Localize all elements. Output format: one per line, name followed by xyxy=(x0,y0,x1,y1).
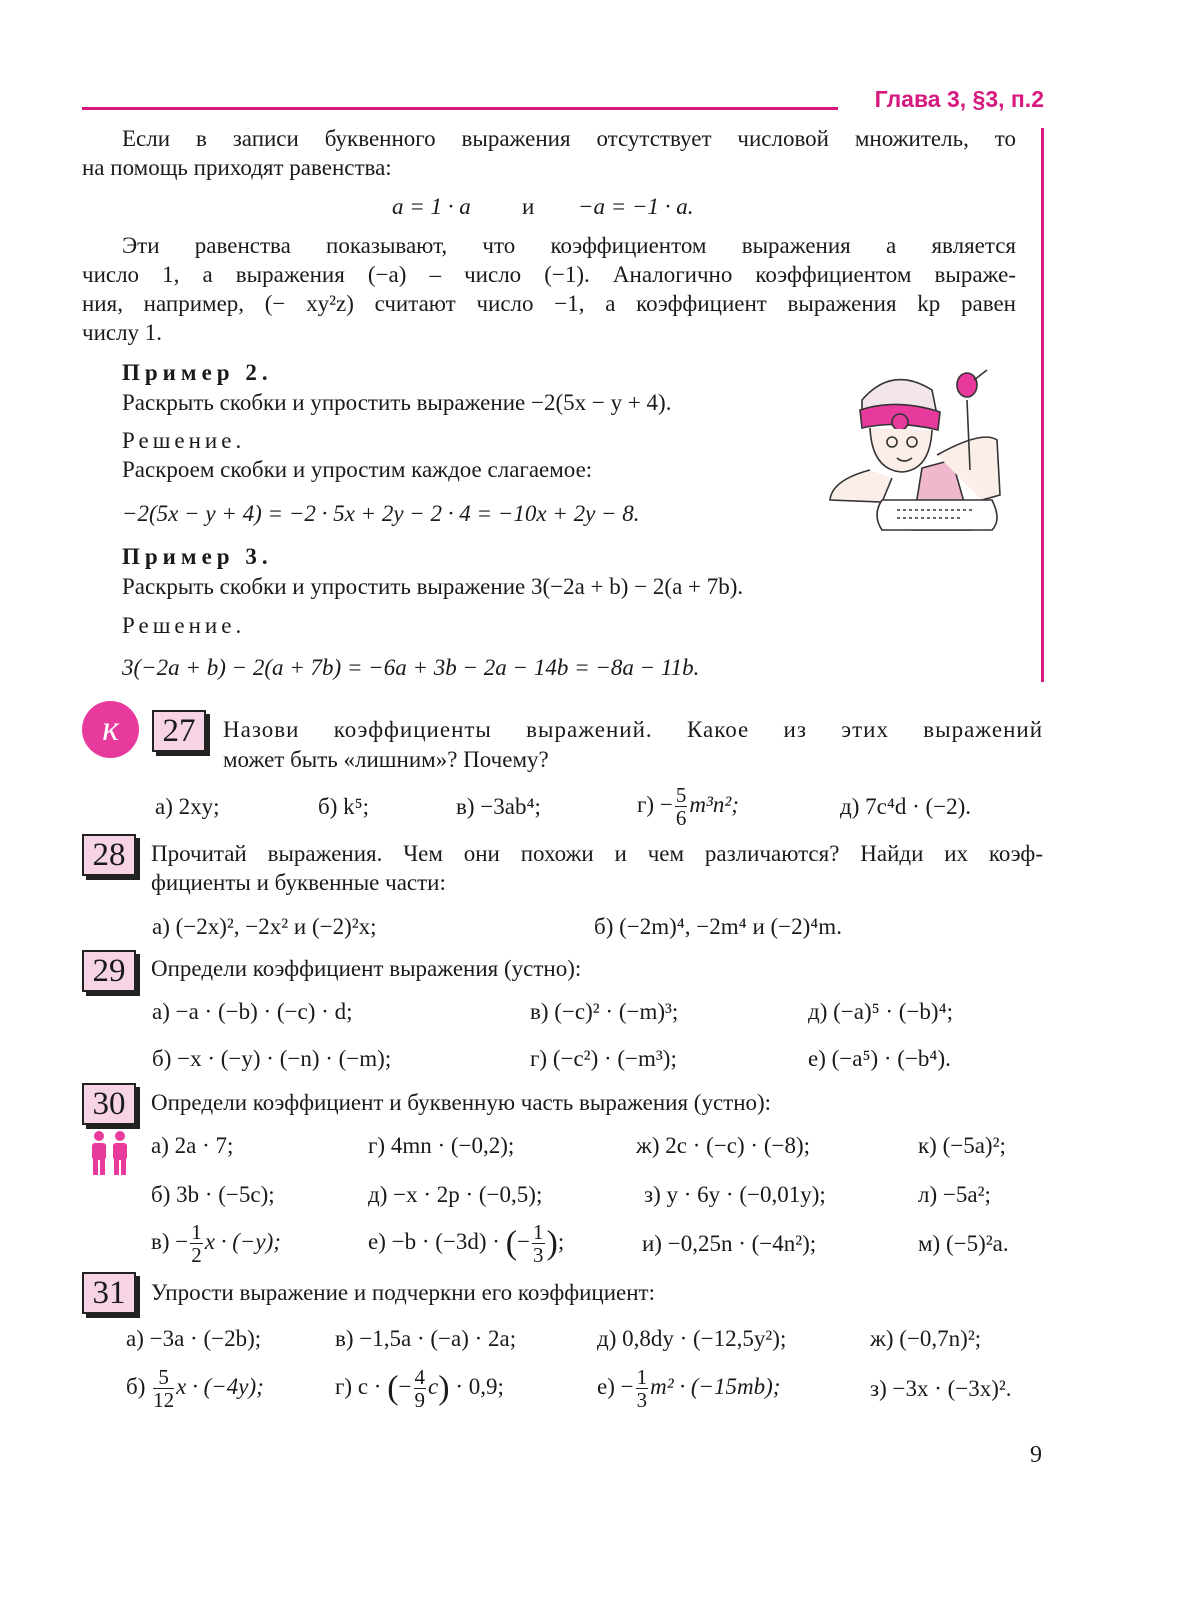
exercise-30-item: г) 4mn · (−0,2); xyxy=(368,1133,515,1158)
exercise-31-item: з) −3x · (−3x)². xyxy=(870,1376,1012,1401)
exercise-27-item: в) −3ab⁴; xyxy=(456,794,541,819)
example-3-solution-label: Решение. xyxy=(122,613,246,638)
item-suffix: · 0,9; xyxy=(449,1373,504,1399)
item-suffix: m³n²; xyxy=(689,791,739,817)
intro-line: ния, например, (− xy²z) считают число −1, а коэффициент выражения kp равен xyxy=(82,291,1016,316)
exercise-27-text: Назови коэффициенты выражений. Какое из этих выражений xyxy=(223,717,1043,742)
exercise-27-item: а) 2xy; xyxy=(155,794,220,819)
margin-rule xyxy=(1041,128,1044,682)
exercise-31-text: Упрости выражение и подчеркни его коэффициент: xyxy=(151,1280,655,1305)
exercise-31-item xyxy=(597,1366,780,1411)
exercise-28-text: фициенты и буквенные части: xyxy=(151,870,446,895)
item-prefix: г) c · xyxy=(335,1373,388,1399)
exercise-31-item xyxy=(126,1366,264,1411)
scribe-illustration xyxy=(822,360,1022,540)
formula: −a = −1 · a. xyxy=(578,194,694,219)
exercise-30-item: а) 2a · 7; xyxy=(151,1133,234,1158)
item-prefix: е) − xyxy=(597,1373,634,1399)
exercise-29-item: б) −x · (−y) · (−n) · (−m); xyxy=(152,1046,392,1071)
intro-line: число 1, а выражения (−a) – число (−1). Аналогично коэффициентом выраже- xyxy=(82,262,1016,287)
exercise-30-item xyxy=(151,1221,281,1266)
exercise-27-item: д) 7c⁴d · (−2). xyxy=(840,794,972,819)
item-suffix: x · (−y); xyxy=(204,1228,281,1254)
exercise-27-text: может быть «лишним»? Почему? xyxy=(223,747,549,772)
formula: a = 1 · a xyxy=(392,194,471,219)
exercise-30-text: Определи коэффициент и буквенную часть выражения (устно): xyxy=(151,1090,772,1115)
example-2-calc: −2(5x − y + 4) = −2 · 5x + 2y − 2 · 4 = −10x + 2y − 8. xyxy=(122,501,640,526)
exercise-29-item: а) −a · (−b) · (−c) · d; xyxy=(152,999,353,1024)
exercise-30-item: б) 3b · (−5c); xyxy=(151,1182,275,1207)
exercise-29-item: г) (−c²) · (−m³); xyxy=(530,1046,677,1071)
fraction-numerator: 1 xyxy=(191,1220,202,1244)
exercise-30-item: д) −x · 2p · (−0,5); xyxy=(368,1182,543,1207)
item-suffix: ; xyxy=(557,1228,565,1254)
exercise-27-item: б) k⁵; xyxy=(318,794,370,819)
k-badge-icon: к xyxy=(82,701,139,758)
example-2-title: Пример 2. xyxy=(122,360,273,385)
exercise-31-item: а) −3a · (−2b); xyxy=(126,1326,262,1351)
exercise-30-item: и) −0,25n · (−4n²); xyxy=(642,1231,817,1256)
fraction-numerator: 1 xyxy=(636,1365,648,1389)
exercise-29-text: Определи коэффициент выражения (устно): xyxy=(151,956,582,981)
intro-line: Если в записи буквенного выражения отсутствует числовой множитель, то xyxy=(122,126,1016,151)
example-2-solution-label: Решение. xyxy=(122,428,246,453)
example-2-task: Раскрыть скобки и упростить выражение −2(5x − y + 4). xyxy=(122,390,672,415)
item-prefix: г) − xyxy=(637,791,673,817)
exercise-29-item: в) (−c)² · (−m)³; xyxy=(530,999,679,1024)
intro-line: числу 1. xyxy=(82,320,163,345)
exercise-31-item: ж) (−0,7n)²; xyxy=(870,1326,982,1351)
exercise-27-item xyxy=(637,784,739,829)
conjunction: и xyxy=(522,194,535,219)
item-suffix: m² · (−15mb); xyxy=(650,1373,781,1399)
fraction-denominator: 9 xyxy=(414,1388,426,1412)
exercise-31-number: 31 xyxy=(82,1272,136,1314)
exercise-30-item: з) y · 6y · (−0,01y); xyxy=(644,1182,826,1207)
exercise-28-number: 28 xyxy=(82,834,136,876)
fraction-numerator: 5 xyxy=(153,1366,174,1389)
fraction-denominator: 3 xyxy=(636,1388,648,1412)
exercise-29-item: е) (−a⁵) · (−b⁴). xyxy=(808,1046,951,1071)
exercise-30-item: м) (−5)²a. xyxy=(918,1231,1009,1256)
exercise-30-item: к) (−5a)²; xyxy=(918,1133,1006,1158)
item-prefix: в) − xyxy=(151,1228,189,1254)
exercise-30-item: е) −b · (−3d) · (− $\frac{1}{3}$ ); xyxy=(368,1220,565,1267)
fraction-denominator: 12 xyxy=(153,1388,175,1412)
exercise-28-item: б) (−2m)⁴, −2m⁴ и (−2)⁴m. xyxy=(594,914,842,939)
fraction-denominator: 6 xyxy=(675,806,687,830)
intro-line: Эти равенства показывают, что коэффициентом выражения a является xyxy=(122,233,1016,258)
exercise-30-number: 30 xyxy=(82,1083,136,1125)
item-prefix: б) xyxy=(126,1373,152,1399)
minus-sign: − xyxy=(398,1373,412,1399)
item-suffix: x · (−4y); xyxy=(176,1373,264,1399)
exercise-31-item: в) −1,5a · (−a) · 2a; xyxy=(335,1326,517,1351)
variable: c xyxy=(428,1373,439,1399)
example-2-text: Раскроем скобки и упростим каждое слагаемое: xyxy=(122,457,593,482)
fraction-denominator: 2 xyxy=(191,1243,202,1267)
fraction-denominator: 3 xyxy=(533,1243,544,1267)
example-3-title: Пример 3. xyxy=(122,544,273,569)
header-rule xyxy=(82,107,838,110)
example-3-task: Раскрыть скобки и упростить выражение 3(−2a + b) − 2(a + 7b). xyxy=(122,574,744,599)
page-number: 9 xyxy=(1030,1442,1042,1468)
exercise-30-item: ж) 2c · (−c) · (−8); xyxy=(636,1133,811,1158)
pair-work-icon xyxy=(88,1130,132,1176)
exercise-28-text: Прочитай выражения. Чем они похожи и чем различаются? Найди их коэф- xyxy=(151,841,1043,866)
exercise-27-number: 27 xyxy=(152,710,206,752)
exercise-29-number: 29 xyxy=(82,950,136,992)
fraction-numerator: 4 xyxy=(414,1365,426,1389)
example-3-calc: 3(−2a + b) − 2(a + 7b) = −6a + 3b − 2a − 14b = −8a − 11b. xyxy=(122,655,700,680)
minus-sign: − xyxy=(517,1228,531,1254)
exercise-31-item: г) c · (− $\frac{4}{9}$ c) · 0,9; xyxy=(335,1365,504,1412)
exercise-28-item: а) (−2x)², −2x² и (−2)²x; xyxy=(152,914,377,939)
fraction-numerator: 1 xyxy=(533,1220,544,1244)
chapter-header: Глава 3, §3, п.2 xyxy=(874,86,1044,112)
item-prefix: е) −b · (−3d) · xyxy=(368,1228,506,1254)
fraction-numerator: 5 xyxy=(675,783,687,807)
intro-line: на помощь приходят равенства: xyxy=(82,155,392,180)
exercise-30-item: л) −5a²; xyxy=(918,1182,991,1207)
exercise-31-item: д) 0,8dy · (−12,5y²); xyxy=(597,1326,787,1351)
exercise-29-item: д) (−a)⁵ · (−b)⁴; xyxy=(808,999,953,1024)
